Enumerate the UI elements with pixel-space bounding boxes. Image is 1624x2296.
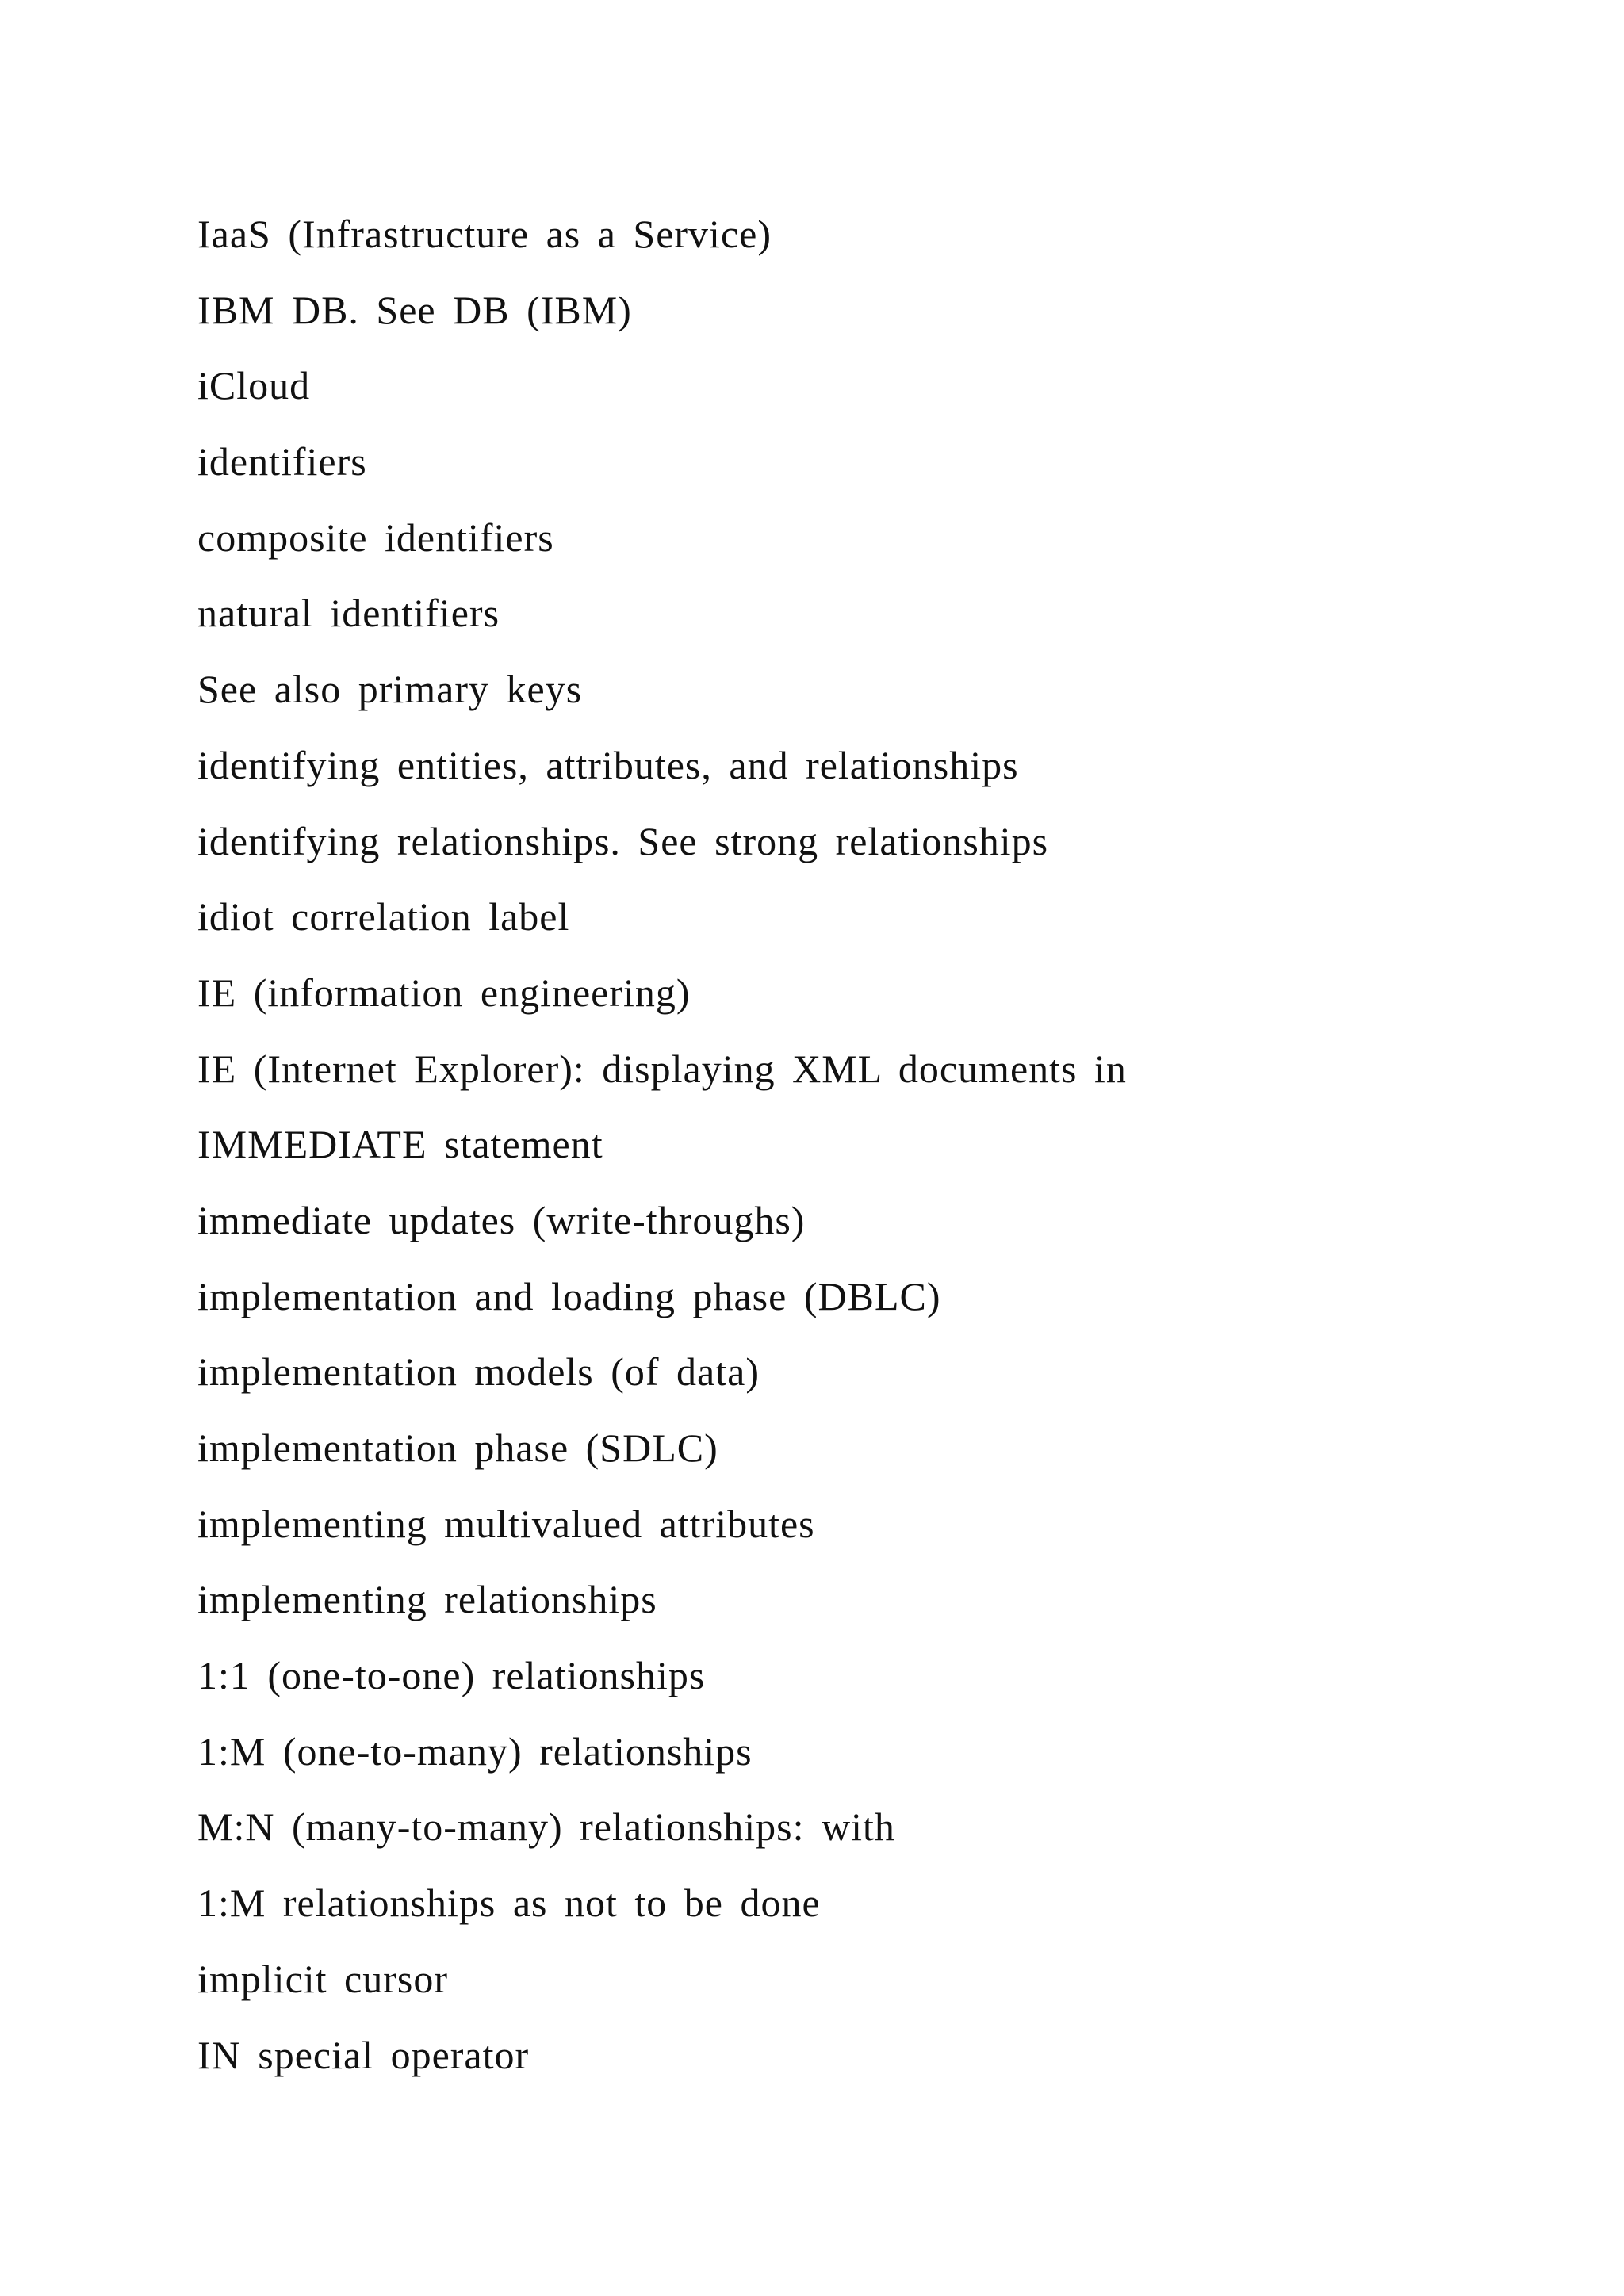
index-entry: composite identifiers [197, 515, 554, 560]
index-entry: 1:M relationships as not to be done [197, 1881, 821, 1926]
index-entry: identifiers [197, 439, 367, 484]
index-entry: implementing multivalued attributes [197, 1501, 815, 1546]
index-entry: iCloud [197, 363, 311, 408]
index-entry: See also primary keys [197, 667, 583, 712]
index-entry: implementation phase (SDLC) [197, 1425, 718, 1470]
index-entry: IMMEDIATE statement [197, 1122, 603, 1167]
index-entry: natural identifiers [197, 591, 500, 636]
index-entry-list [197, 197, 1127, 2093]
index-entry: implementation models (of data) [197, 1349, 760, 1395]
index-entry: M:N (many-to-many) relationships: with [197, 1804, 895, 1850]
index-entry: IN special operator [197, 2032, 530, 2077]
index-entry: IE (Internet Explorer): displaying XML documents in [197, 1046, 1127, 1091]
index-entry: immediate updates (write-throughs) [197, 1197, 806, 1242]
index-entry: IaaS (Infrastructure as a Service) [197, 212, 772, 256]
index-entry: implementing relationships [197, 1577, 657, 1622]
index-entry: identifying entities, attributes, and relationships [197, 742, 1019, 787]
index-entry: 1:M (one-to-many) relationships [197, 1728, 753, 1774]
index-entry: identifying relationships. See strong relationships [197, 818, 1049, 863]
index-entry: IE (information engineering) [197, 970, 691, 1015]
index-entry: implementation and loading phase (DBLC) [197, 1273, 941, 1318]
index-entry: idiot correlation label [197, 894, 570, 939]
index-entry: implicit cursor [197, 1956, 448, 2001]
index-entry: IBM DB. See DB (IBM) [197, 287, 632, 332]
index-entry: 1:1 (one-to-one) relationships [197, 1653, 706, 1698]
